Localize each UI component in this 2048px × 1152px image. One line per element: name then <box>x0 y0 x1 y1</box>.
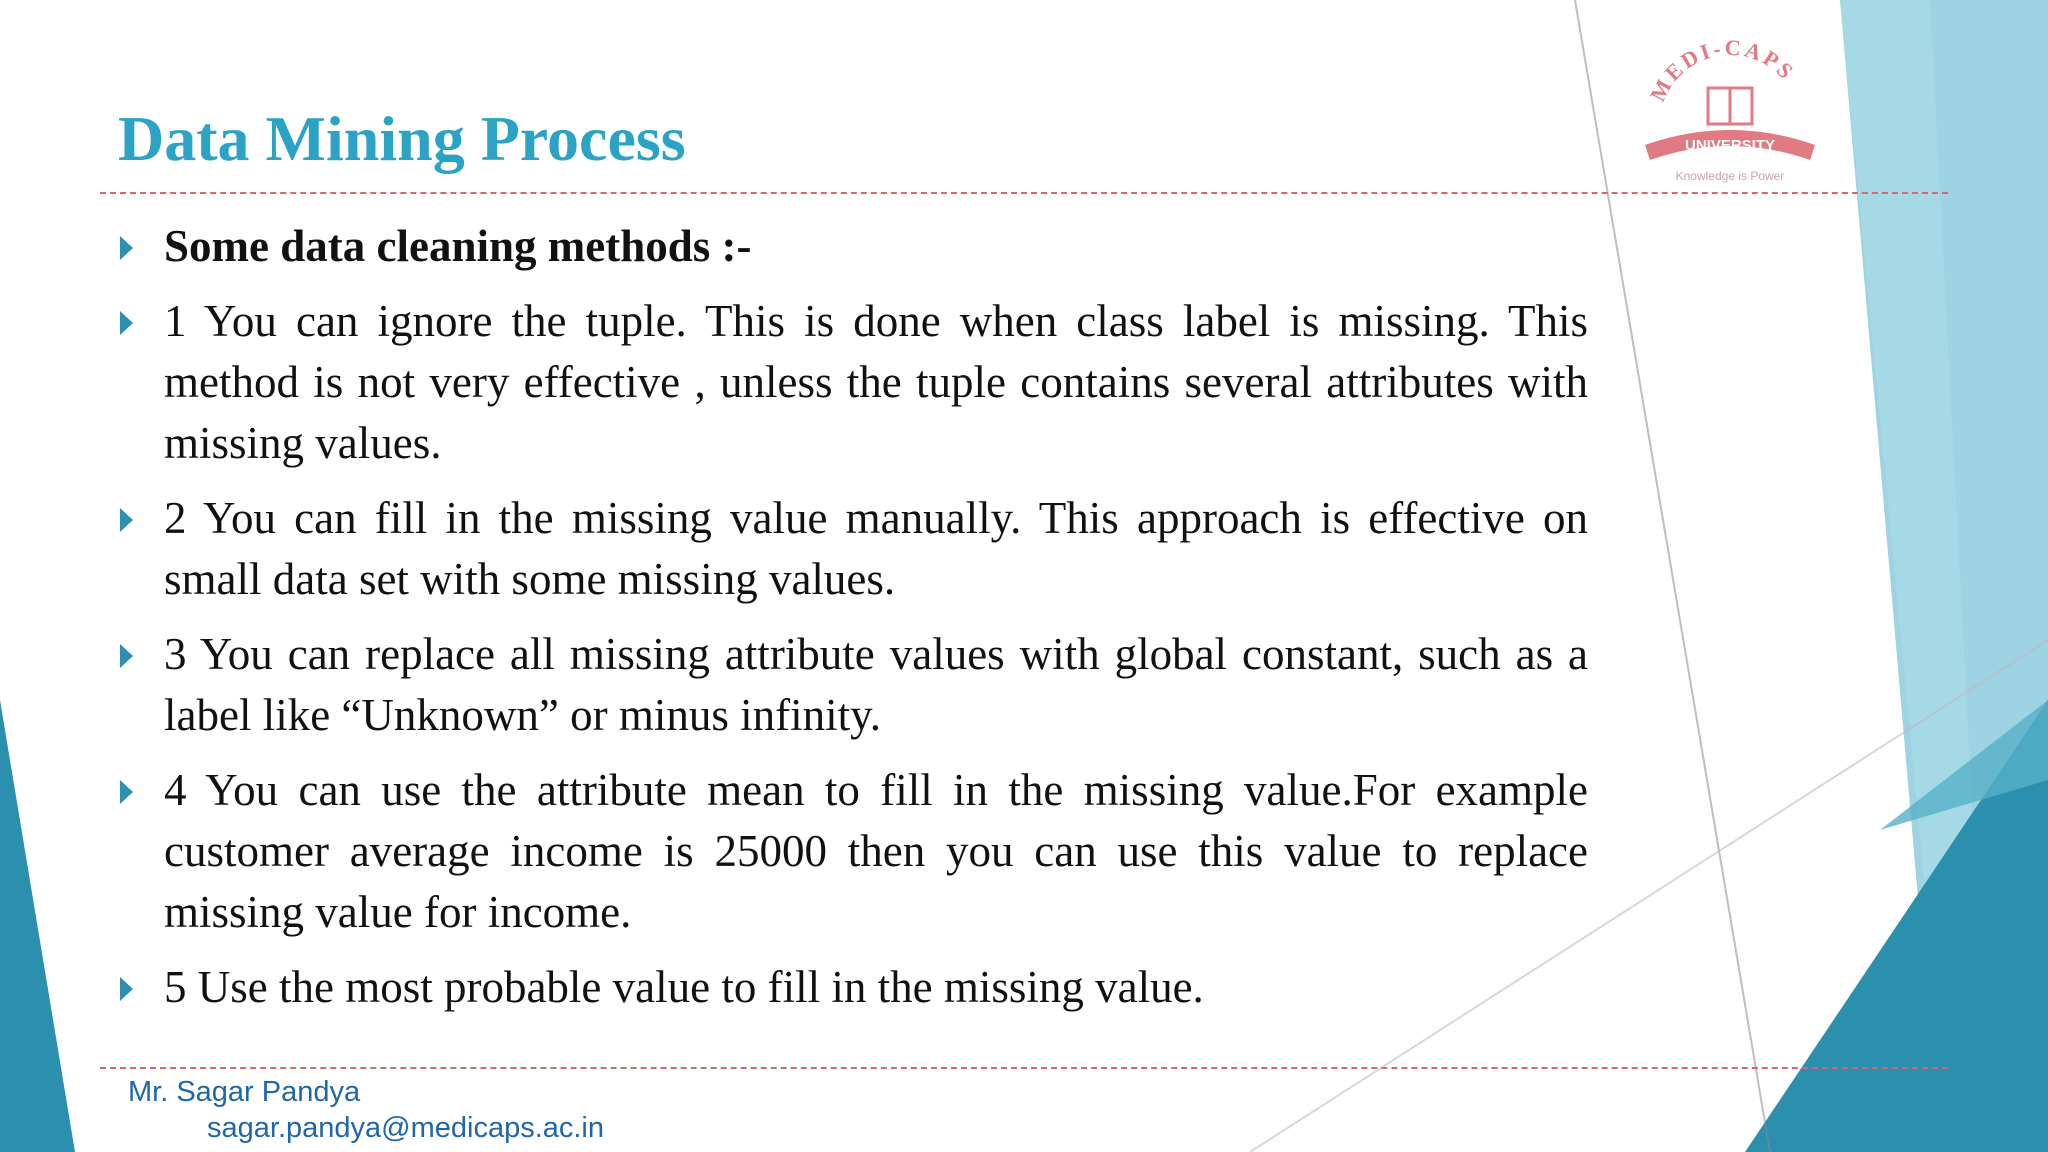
bullet-text: 2 You can fill in the missing value manually. This approach is effective on small data set with some missing values. <box>164 493 1588 604</box>
slide-title: Data Mining Process <box>118 103 686 174</box>
triangle-right-icon <box>120 311 133 335</box>
triangle-right-icon <box>120 780 133 804</box>
bullet-item <box>118 216 1588 277</box>
bullet-text: Some data cleaning methods :- <box>164 221 752 271</box>
bullet-text: 3 You can replace all missing attribute values with global constant, such as a label like “Unknown” or minus infinity. <box>164 629 1588 740</box>
triangle-right-icon <box>120 644 133 668</box>
bullet-item <box>118 488 1588 610</box>
bullet-item <box>118 957 1588 1018</box>
title-divider <box>100 192 1948 194</box>
bullet-text: 4 You can use the attribute mean to fill in the missing value.For example customer average income is 25000 then you can use this value to replace missing value for income. <box>164 765 1588 937</box>
triangle-right-icon <box>120 508 133 532</box>
bullet-item <box>118 624 1588 746</box>
bullet-list <box>118 216 1588 1032</box>
triangle-right-icon <box>120 977 133 1001</box>
footer-divider <box>100 1067 1948 1069</box>
university-logo <box>1620 30 1840 190</box>
bullet-text: 5 Use the most probable value to fill in the missing value. <box>164 962 1204 1012</box>
presenter-email: sagar.pandya@medicaps.ac.in <box>207 1112 605 1144</box>
svg-text:MEDI-CAPS: MEDI-CAPS <box>1644 34 1801 106</box>
triangle-right-icon <box>120 236 133 260</box>
svg-text:UNIVERSITY: UNIVERSITY <box>1684 137 1776 154</box>
bullet-text: 1 You can ignore the tuple. This is done when class label is missing. This method is not very effective , unless the tuple contains several attributes with missing values. <box>164 296 1588 468</box>
bullet-item <box>118 760 1588 943</box>
presenter-name: Mr. Sagar Pandya <box>128 1076 361 1108</box>
svg-text:Knowledge is Power: Knowledge is Power <box>1675 169 1785 183</box>
bullet-item <box>118 291 1588 474</box>
